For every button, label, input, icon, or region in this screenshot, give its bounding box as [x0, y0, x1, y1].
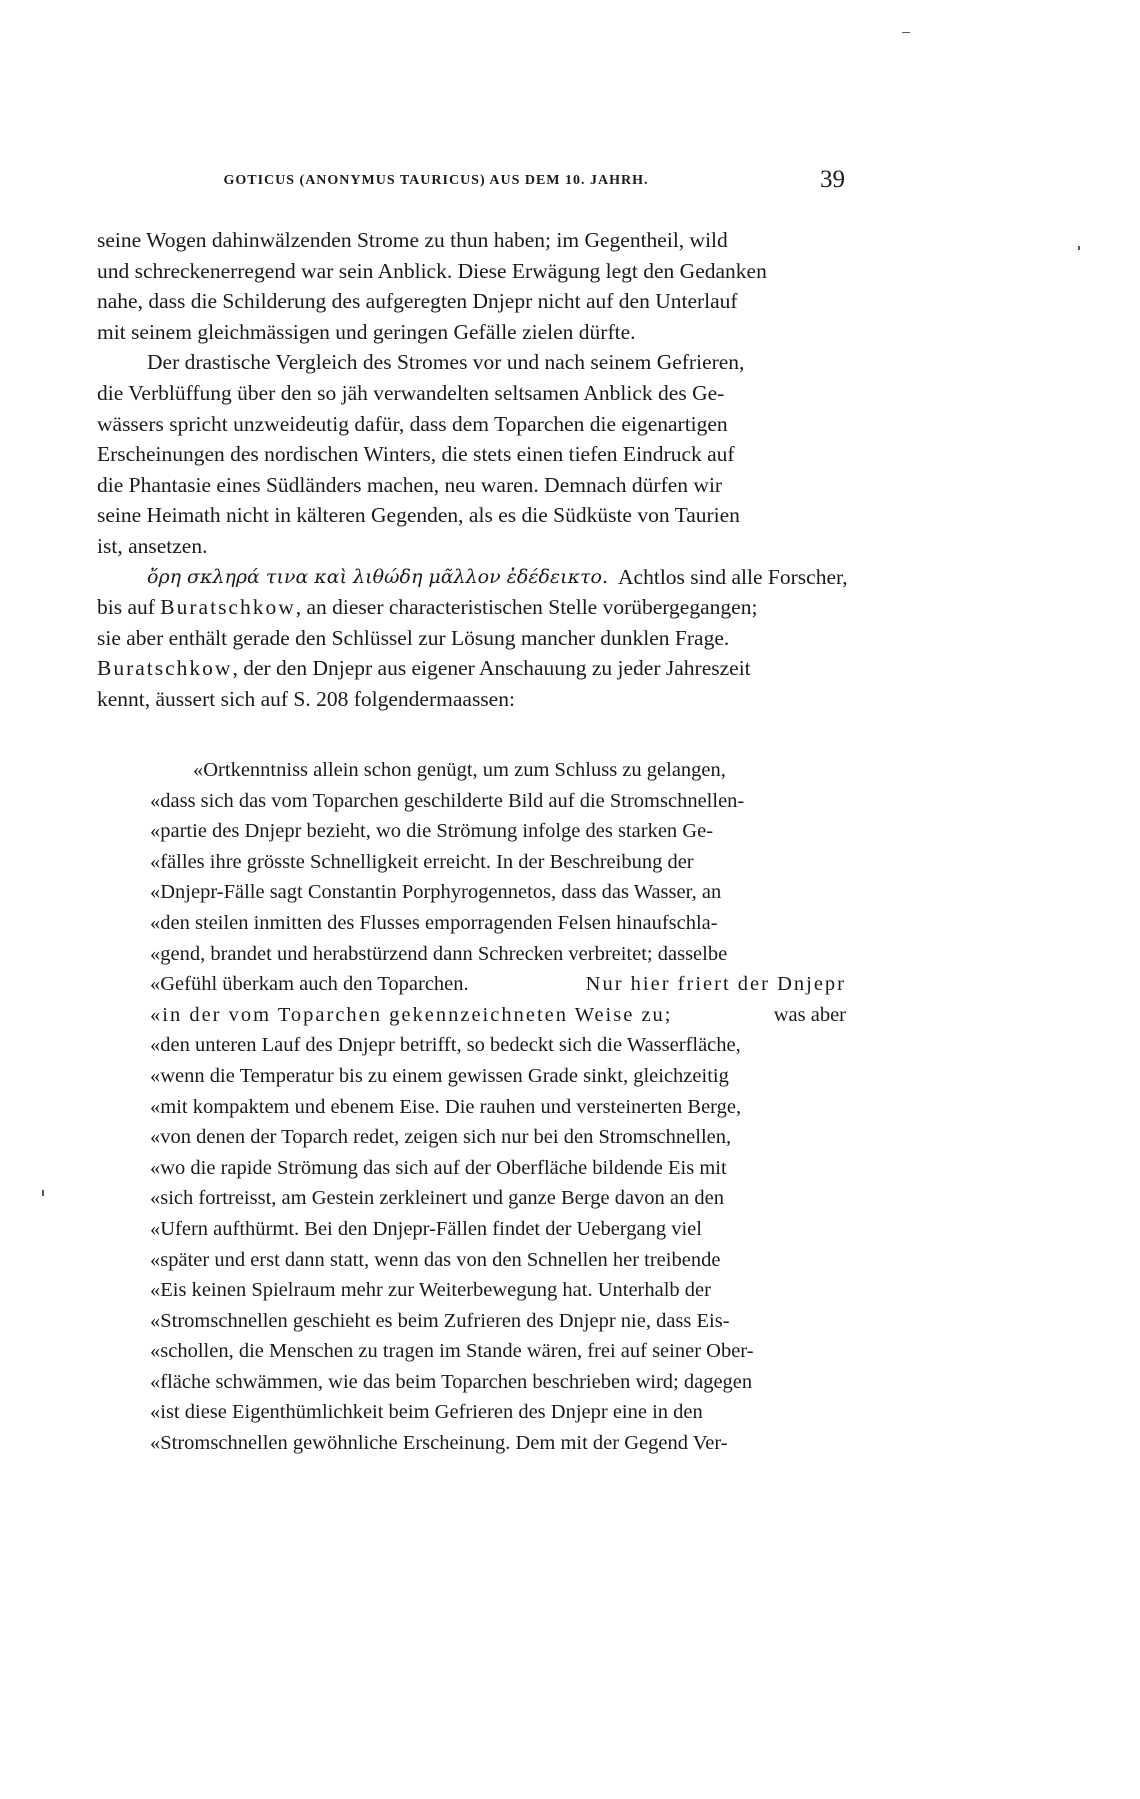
text-line: ist, ansetzen. [97, 533, 208, 558]
text-line: wässers spricht unzweideutig dafür, dass dem Toparchen die eigenartigen [97, 411, 728, 436]
text-line: Erscheinungen des nordischen Winters, die stets einen tiefen Eindruck auf [97, 442, 735, 467]
quote-line: «Eis keinen Spielraum mehr zur Weiterbewegung hat. Unterhalb der [150, 1279, 711, 1302]
text-line: mit seinem gleichmässigen und geringen Gefälle zielen dürfte. [97, 319, 636, 344]
text-line: Der drastische Vergleich des Stromes vor und nach seinem Gefrieren, [147, 350, 745, 375]
quote-line: «Stromschnellen gewöhnliche Erscheinung. Dem mit der Gegend Ver- [150, 1432, 728, 1455]
text-line: nahe, dass die Schilderung des aufgeregten Dnjepr nicht auf den Unterlauf [97, 289, 738, 314]
text-line: die Verblüffung über den so jäh verwandelten seltsamen Anblick des Ge- [97, 380, 725, 405]
quote-line: «schollen, die Menschen zu tragen im Stande wären, frei auf seiner Ober- [150, 1340, 754, 1363]
quote-line: «den steilen inmitten des Flusses emporragenden Felsen hinaufschla- [150, 911, 718, 934]
quote-line: «mit kompaktem und ebenem Eise. Die rauhen und versteinerten Berge, [150, 1095, 742, 1118]
block-quote [150, 755, 846, 1459]
quote-line: «wo die rapide Strömung das sich auf der Oberfläche bildende Eis mit [150, 1156, 727, 1179]
quote-line: «Gefühl überkam auch den Toparchen. Nur hier friert der Dnjepr [150, 973, 846, 996]
quote-line: «wenn die Temperatur bis zu einem gewissen Grade sinkt, gleichzeitig [150, 1064, 729, 1087]
quote-line: «Ufern aufthürmt. Bei den Dnjepr-Fällen findet der Uebergang viel [150, 1217, 702, 1240]
quote-line: «von denen der Toparch redet, zeigen sich nur bei den Stromschnellen, [150, 1126, 732, 1149]
text-line: kennt, äussert sich auf S. 208 folgendermaassen: [97, 686, 515, 711]
scan-speck [902, 32, 910, 33]
page-number: 39 [820, 166, 845, 193]
text-line: bis auf Buratschkow , an dieser characteristischen Stelle vorübergegangen; [97, 592, 845, 623]
author-name: Buratschkow [160, 595, 296, 620]
quote-line: «Stromschnellen geschieht es beim Zufrieren des Dnjepr nie, dass Eis- [150, 1309, 730, 1332]
running-head: GOTICUS (ANONYMUS TAURICUS) AUS DEM 10. JAHRH. [223, 173, 649, 188]
text-line: seine Wogen dahinwälzenden Strome zu thun haben; im Gegentheil, wild [97, 228, 728, 252]
text-line: ὄρη σκληρά τινα καὶ λιθώδη μᾶλλον ἐδέδεικτο. Achtlos sind alle Forscher, [97, 562, 845, 593]
quote-line: «dass sich das vom Toparchen geschilderte Bild auf die Stromschnellen- [150, 789, 745, 812]
quote-line: «fälles ihre grösste Schnelligkeit erreicht. In der Beschreibung der [150, 850, 694, 873]
page-header [97, 168, 845, 194]
quote-line: «Dnjepr-Fälle sagt Constantin Porphyrogennetos, dass das Wasser, an [150, 881, 722, 904]
quote-line: «ist diese Eigenthümlichkeit beim Gefrieren des Dnjepr eine in den [150, 1401, 703, 1424]
main-text [97, 225, 848, 715]
quote-line: «gend, brandet und herabstürzend dann Schrecken verbreitet; dasselbe [150, 942, 728, 965]
scan-speck [1078, 246, 1080, 250]
scan-speck [42, 1190, 44, 1196]
text-line: die Phantasie eines Südländers machen, neu waren. Demnach dürfen wir [97, 472, 723, 497]
quote-line: «sich fortreisst, am Gestein zerkleinert und ganze Berge davon an den [150, 1187, 724, 1210]
quote-line: «fläche schwämmen, wie das beim Toparchen beschrieben wird; dagegen [150, 1370, 753, 1393]
quote-line: «den unteren Lauf des Dnjepr betrifft, so bedeckt sich die Wasserfläche, [150, 1034, 741, 1057]
quote-line: «partie des Dnjepr bezieht, wo die Strömung infolge des starken Ge- [150, 820, 714, 843]
author-name: Buratschkow [97, 656, 233, 681]
text-line: Buratschkow , der den Dnjepr aus eigener Anschauung zu jeder Jahreszeit [97, 653, 845, 684]
greek-quotation: ὄρη σκληρά τινα καὶ λιθώδη μᾶλλον ἐδέδεικτο. [147, 565, 609, 588]
quote-line: «später und erst dann statt, wenn das von den Schnellen her treibende [150, 1248, 721, 1271]
text-line: seine Heimath nicht in kälteren Gegenden, als es die Südküste von Taurien [97, 503, 740, 528]
text-line: sie aber enthält gerade den Schlüssel zur Lösung mancher dunklen Frage. [97, 625, 730, 650]
text-line: und schreckenerregend war sein Anblick. Diese Erwägung legt den Gedanken [97, 258, 767, 283]
quote-line: «in der vom Toparchen gekennzeichneten Weise zu; was aber [150, 1003, 846, 1026]
quote-line: «Ortkenntniss allein schon genügt, um zum Schluss zu gelangen, [193, 759, 726, 781]
